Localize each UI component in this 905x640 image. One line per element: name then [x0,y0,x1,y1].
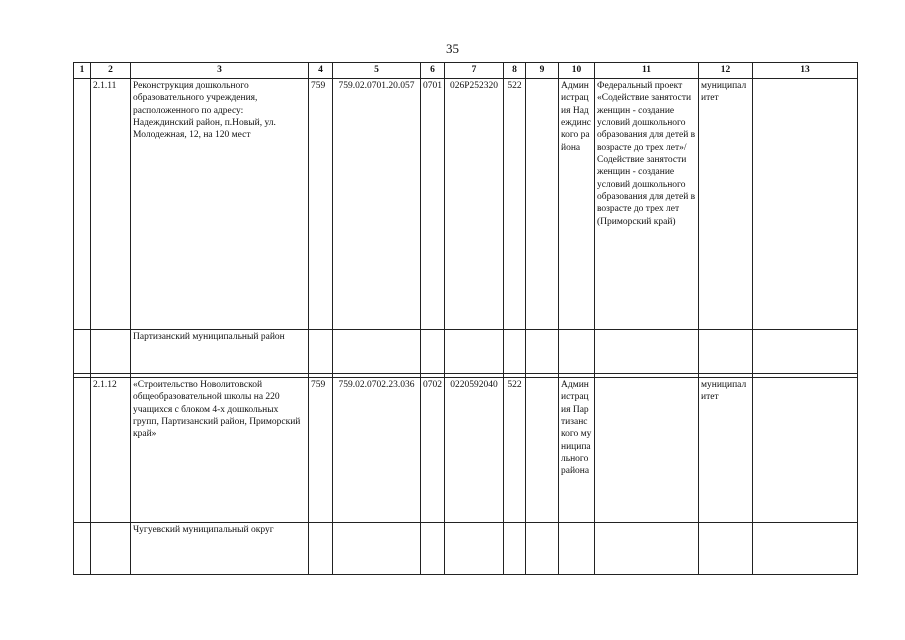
cell-empty [333,330,421,374]
column-header: 9 [526,63,559,79]
cell-col7: 026P252320 [445,79,504,330]
column-header: 11 [595,63,699,79]
cell-col8: 522 [504,79,526,330]
cell-empty [309,523,333,575]
column-header: 10 [559,63,595,79]
cell-empty [526,330,559,374]
column-header: 4 [309,63,333,79]
cell-col4: 759 [309,79,333,330]
cell-object-name: «Строительство Новолитовской общеобразовательной школы на 220 учащихся с блоком 4-х дошкольных групп, Партизанский район, Приморский край» [131,378,309,523]
cell-empty [91,523,131,575]
cell-col13 [753,79,858,330]
cell-empty [309,330,333,374]
cell-empty [753,330,858,374]
column-header: 8 [504,63,526,79]
table-row [74,378,858,523]
cell-empty [74,523,91,575]
column-header: 6 [421,63,445,79]
cell-col5: 759.02.0702.23.036 [333,378,421,523]
cell-empty [559,330,595,374]
cell-empty [595,330,699,374]
cell-project: Федеральный проект «Содействие занятости женщин - создание условий дошкольного образования для детей в возрасте до трех лет»/Содействие занятости женщин - создание условий дошкольного образования для детей в возрасте до трех лет (Приморский край) [595,79,699,330]
cell-empty [559,523,595,575]
section-row [74,523,858,575]
cell-empty [333,523,421,575]
table-row [74,79,858,330]
cell-object-name: Реконструкция дошкольного образовательного учреждения, расположенного по адресу: Надеждинский район, п.Новый, ул. Молодежная, 12, на 120 мест [131,79,309,330]
cell-col9 [526,378,559,523]
cell-empty [595,523,699,575]
cell-empty [504,330,526,374]
cell-col5: 759.02.0701.20.057 [333,79,421,330]
cell-col9 [526,79,559,330]
cell-empty [421,330,445,374]
column-header: 1 [74,63,91,79]
cell-col12: муниципалитет [699,79,753,330]
section-title: Чугуевский муниципальный округ [131,523,309,575]
cell-empty [699,523,753,575]
cell-col7: 0220592040 [445,378,504,523]
cell-empty [91,330,131,374]
cell-col8: 522 [504,378,526,523]
cell-empty [445,523,504,575]
cell-empty [699,330,753,374]
cell-administrator: Администрация Надеждинского района [559,79,595,330]
column-header: 5 [333,63,421,79]
cell-col13 [753,378,858,523]
cell-empty [504,523,526,575]
cell-project [595,378,699,523]
cell-col12: муниципалитет [699,378,753,523]
budget-table [73,62,858,575]
column-header: 7 [445,63,504,79]
cell-col1 [74,378,91,523]
cell-item-number: 2.1.12 [91,378,131,523]
cell-col4: 759 [309,378,333,523]
column-header: 3 [131,63,309,79]
cell-col6: 0701 [421,79,445,330]
cell-col6: 0702 [421,378,445,523]
section-title: Партизанский муниципальный район [131,330,309,374]
cell-empty [753,523,858,575]
cell-empty [526,523,559,575]
table-header-row [74,63,858,79]
section-row [74,330,858,374]
cell-empty [74,330,91,374]
cell-empty [421,523,445,575]
column-header: 12 [699,63,753,79]
column-header: 2 [91,63,131,79]
column-header: 13 [753,63,858,79]
cell-col1 [74,79,91,330]
page-number: 35 [446,41,459,56]
cell-item-number: 2.1.11 [91,79,131,330]
cell-administrator: Администрация Партизанского муниципального района [559,378,595,523]
cell-empty [445,330,504,374]
